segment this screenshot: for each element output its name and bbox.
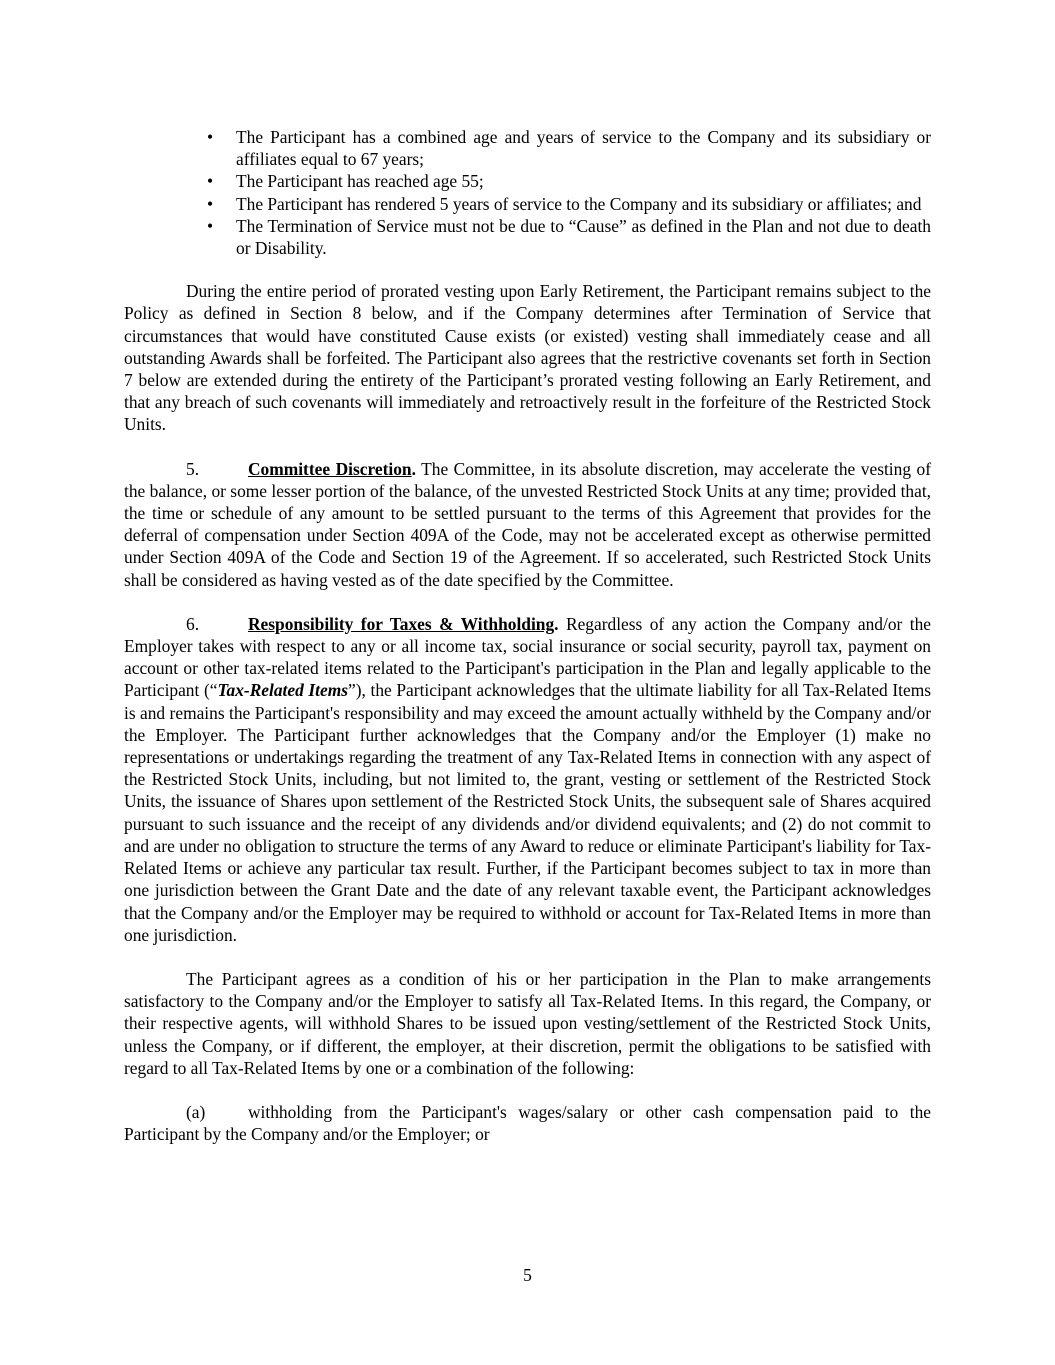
section-heading: Responsibility for Taxes & Withholding <box>248 613 555 634</box>
page-number: 5 <box>523 1265 532 1285</box>
bullet-item: • The Participant has a combined age and years of service to the Company and its subsidiary or affiliates equal to 67 years; <box>207 127 931 170</box>
eligibility-bullet-list <box>124 126 931 259</box>
bullet-icon: • <box>207 127 214 147</box>
bullet-icon: • <box>207 171 214 192</box>
section-number: 6. <box>186 613 200 634</box>
section-6-paragraph: 6. Responsibility for Taxes & Withholding. Regardless of any action the Company and/or the Employer takes with respect to any or all income tax, social insurance or social security, payroll tax, payment on account or other tax-related items related to the Participant's participation in the Plan and legally applicable to the Participant (“Tax-Related Items”), the Participant acknowledges that the ultimate liability for all Tax-Related Items is and remains the Participant's responsibility and may exceed the amount actually withheld by the Company and/or the Employer. The Participant further acknowledges that the Company and/or the Employer (1) make no representations or undertakings regarding the treatment of any Tax-Related Items in connection with any aspect of the Restricted Stock Units, including, but not limited to, the grant, vesting or settlement of the Restricted Stock Units, the issuance of Shares upon settlement of the Restricted Stock Units, the subsequent sale of Shares acquired pursuant to such issuance and the receipt of any dividends and/or dividend equivalents; and (2) do not commit to and are under no obligation to structure the terms of any Award to reduce or eliminate Participant's liability for Tax-Related Items or achieve any particular tax result. Further, if the Participant becomes subject to tax in more than one jurisdiction between the Grant Date and the date of any relevant taxable event, the Participant acknowledges that the Company and/or the Employer may be required to withhold or account for Tax-Related Items in more than one jurisdiction. <box>124 613 931 945</box>
early-retirement-paragraph: During the entire period of prorated vesting upon Early Retirement, the Participant remains subject to the Policy as defined in Section 8 below, and if the Company determines after Termination of Service that circumstances that would have constituted Cause exists (or existed) vesting shall immediately cease and all outstanding Awards shall be forfeited. The Participant also agrees that the restrictive covenants set forth in Section 7 below are extended during the entirety of the Participant’s prorated vesting following an Early Retirement, and that any breach of such covenants will immediately and retroactively result in the forfeiture of the Restricted Stock Units. <box>124 281 931 435</box>
document-page <box>124 126 931 1167</box>
bullet-icon: • <box>207 193 214 214</box>
section-heading: Committee Discretion <box>248 458 412 479</box>
bullet-item: • The Participant has reached age 55; <box>207 171 484 192</box>
item-label: (a) <box>186 1101 206 1122</box>
section-5-paragraph: 5. Committee Discretion. The Committee, in its absolute discretion, may accelerate the vesting of the balance, or some lesser portion of the balance, of the unvested Restricted Stock Units at any time; provided that, the time or schedule of any amount to be settled pursuant to the terms of this Agreement that provides for the deferral of compensation under Section 409A of the Code, may not be accelerated except as otherwise permitted under Section 409A of the Code and Section 19 of the Agreement. If so accelerated, such Restricted Stock Units shall be considered as having vested as of the date specified by the Committee. <box>124 458 931 590</box>
bullet-icon: • <box>207 215 214 236</box>
item-a-paragraph: (a) withholding from the Participant's wages/salary or other cash compensation paid to the Participant by the Company and/or the Employer; or <box>124 1101 931 1145</box>
section-number: 5. <box>186 458 200 479</box>
bullet-item: • The Participant has rendered 5 years of service to the Company and its subsidiary or affiliates; and <box>207 193 922 214</box>
arrangements-paragraph: The Participant agrees as a condition of his or her participation in the Plan to make arrangements satisfactory to the Company and/or the Employer to satisfy all Tax-Related Items. In this regard, the Company, or their respective agents, will withhold Shares to be issued upon vesting/settlement of the Restricted Stock Units, unless the Company, or if different, the employer, at their discretion, permit the obligations to be satisfied with regard to all Tax-Related Items by one or a combination of the following: <box>124 968 931 1078</box>
defined-term: Tax-Related Items <box>217 680 349 701</box>
bullet-item: • The Termination of Service must not be due to “Cause” as defined in the Plan and not due to death or Disability. <box>207 215 931 259</box>
